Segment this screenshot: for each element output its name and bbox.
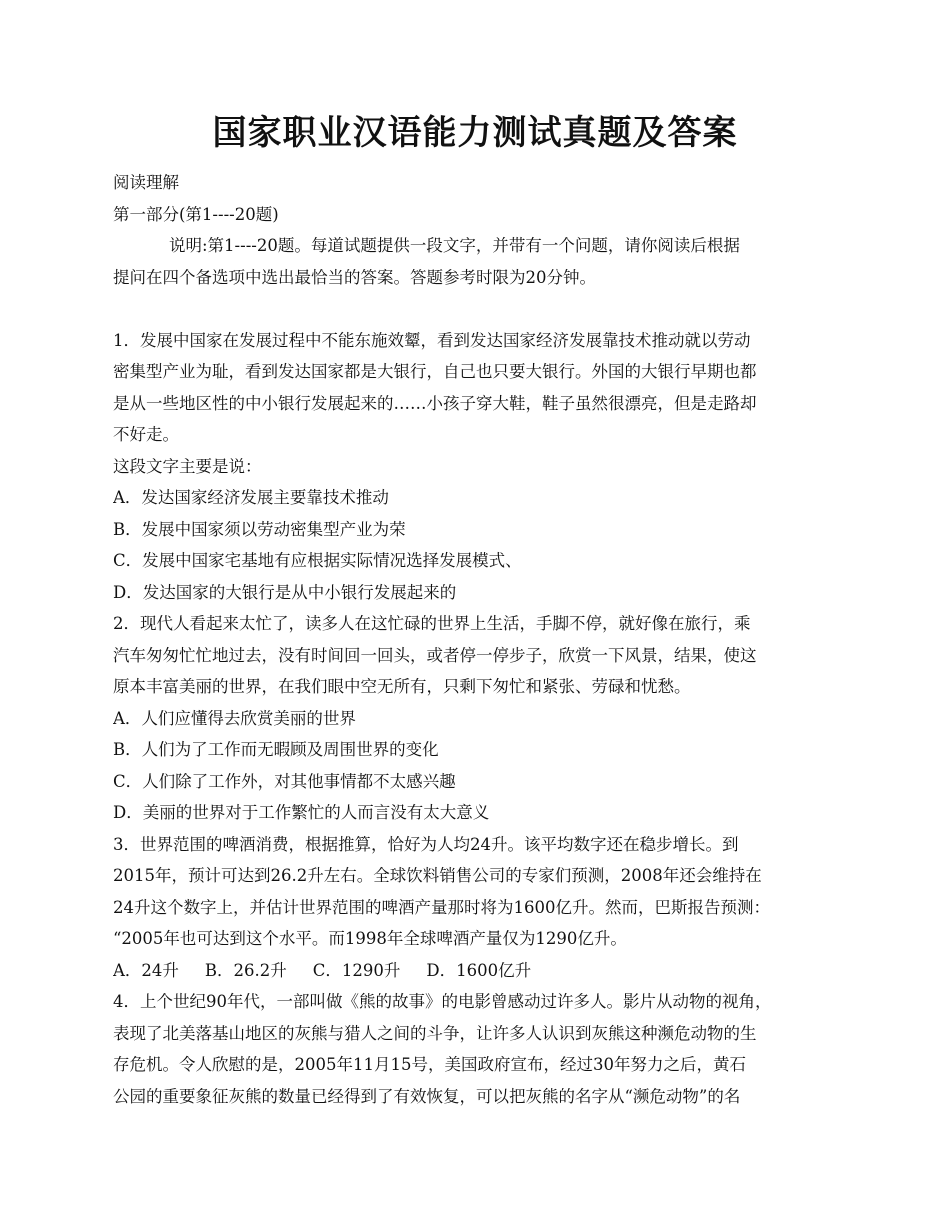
blank-line [113,293,848,325]
q4-passage-line: 存危机。令人欣慰的是，2005年11月15号，美国政府宣布，经过30年努力之后，黄石 [113,1055,746,1074]
q1-passage-line: 1．发展中国家在发展过程中不能东施效颦，看到发达国家经济发展靠技术推动就以劳动 [113,330,751,350]
q3-option-d: D．1600亿升 [426,960,532,980]
q3-option-a: A．24升 [113,960,179,980]
part-heading: 第一部分(第1----20题) [113,204,279,224]
q1-option-d: D．发达国家的大银行是从中小银行发展起来的 [113,582,457,602]
q3-option-b: B．26.2升 [204,960,287,980]
q2-passage-line: 原本丰富美丽的世界，在我们眼中空无所有，只剩下匆忙和紧张、劳碌和忧愁。 [113,677,691,696]
q3-passage-line: 2015年，预计可达到26.2升左右。全球饮料销售公司的专家们预测，2008年还会维持在 [113,866,762,885]
document-body [113,167,848,1112]
q2-option-b: B．人们为了工作而无暇顾及周围世界的变化 [113,740,439,759]
q1-option-c: C．发展中国家宅基地有应根据实际情况选择发展模式、 [113,551,522,570]
q4-passage-line: 公园的重要象征灰熊的数量已经得到了有效恢复，可以把灰熊的名字从“濒危动物”的名 [113,1086,741,1106]
q1-option-b: B．发展中国家须以劳动密集型产业为荣 [113,519,406,539]
q1-option-a: A．发达国家经济发展主要靠技术推动 [113,488,389,507]
section-heading: 阅读理解 [113,173,179,192]
q3-passage-line: 24升这个数字上，并估计世界范围的啤酒产量那时将为1600亿升。然而，巴斯报告预测： [113,897,770,917]
q2-option-a: A．人们应懂得去欣赏美丽的世界 [113,708,356,728]
q1-passage-line: 不好走。 [113,425,179,444]
q1-passage-line: 是从一些地区性的中小银行发展起来的……小孩子穿大鞋，鞋子虽然很漂亮，但是走路却 [113,393,757,413]
q1-question: 这段文字主要是说： [113,456,262,476]
instructions-line: 提问在四个备选项中选出最恰当的答案。答题参考时限为20分钟。 [113,267,596,287]
q2-passage-line: 汽车匆匆忙忙地过去，没有时间回一回头，或者停一停步子，欣赏一下风景，结果，使这 [113,645,757,665]
q3-option-c: C．1290升 [312,960,401,980]
q2-option-c: C．人们除了工作外，对其他事情都不太感兴趣 [113,771,456,791]
q3-passage-line: “2005年也可达到这个水平。而1998年全球啤酒产量仅为1290亿升。 [113,929,627,948]
q3-passage-line: 3．世界范围的啤酒消费，根据推算，恰好为人均24升。该平均数字还在稳步增长。到 [113,834,739,854]
instructions-line: 说明:第1----20题。每道试题提供一段文字，并带有一个问题，请你阅读后根据 [169,236,740,255]
q1-passage-line: 密集型产业为耻，看到发达国家都是大银行，自己也只要大银行。外国的大银行早期也都 [113,362,757,381]
q2-passage-line: 2．现代人看起来太忙了，读多人在这忙碌的世界上生活，手脚不停，就好像在旅行，乘 [113,614,751,633]
q4-passage-line: 表现了北美落基山地区的灰熊与猎人之间的斗争，让许多人认识到灰熊这种濒危动物的生 [113,1023,757,1043]
q3-options-row [113,955,848,987]
q2-option-d: D．美丽的世界对于工作繁忙的人而言没有太大意义 [113,803,490,822]
q4-passage-line: 4．上个世纪90年代，一部叫做《熊的故事》的电影曾感动过许多人。影片从动物的视角， [113,992,772,1011]
document-title: 国家职业汉语能力测试真题及答案 [212,113,738,153]
